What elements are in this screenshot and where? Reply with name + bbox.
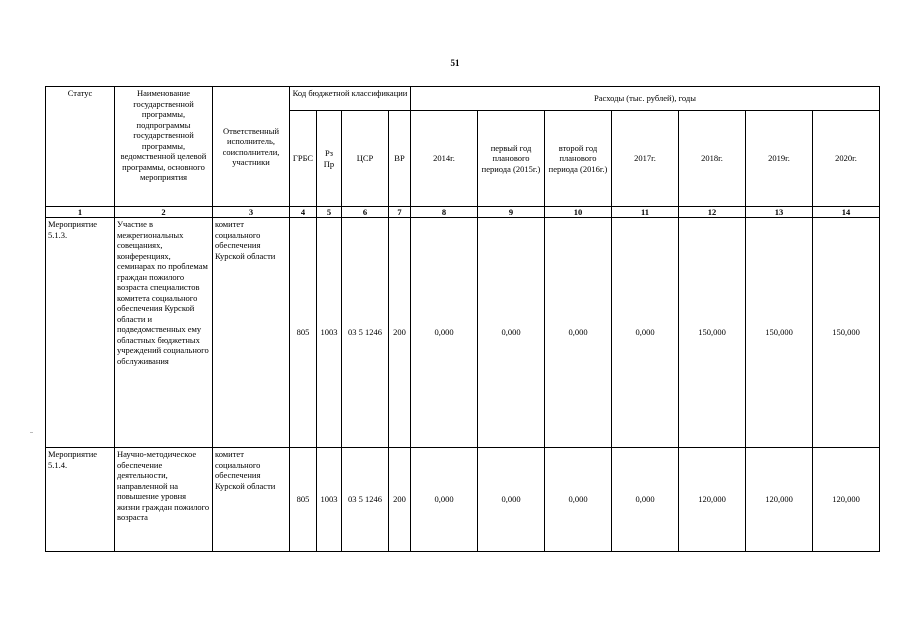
column-number: 8 xyxy=(411,207,478,218)
column-number: 3 xyxy=(213,207,290,218)
row-responsible: комитет социального обеспечения Курской области xyxy=(213,218,290,448)
column-number: 13 xyxy=(746,207,813,218)
row-name: Участие в межрегиональных совещаниях, конференциях, семинарах по проблемам граждан пожилого возраста специалистов комитета социального обеспечения Курской области и подведомственных ему областных бюджетных учреждений социального обслуживания xyxy=(115,218,213,448)
header-status: Статус xyxy=(46,87,115,207)
row-value-2017: 0,000 xyxy=(612,218,679,448)
scan-artifact xyxy=(30,432,33,433)
header-responsible: Ответственный исполнитель, соисполнители, участники xyxy=(213,87,290,207)
header-2015: первый год планового периода (2015г.) xyxy=(478,111,545,207)
header-name: Наименование государственной программы, подпрограммы государственной программы, ведомственной целевой программы, основного мероприятия xyxy=(115,87,213,207)
row-status: Мероприятие 5.1.4. xyxy=(46,448,115,552)
row-value-2020: 120,000 xyxy=(813,448,880,552)
column-number: 11 xyxy=(612,207,679,218)
row-value-2019: 150,000 xyxy=(746,218,813,448)
row-value-2019: 120,000 xyxy=(746,448,813,552)
row-rzpr: 1003 xyxy=(317,218,342,448)
header-2014: 2014г. xyxy=(411,111,478,207)
row-csr: 03 5 1246 xyxy=(342,218,389,448)
row-grbs: 805 xyxy=(290,218,317,448)
column-number: 1 xyxy=(46,207,115,218)
column-number: 5 xyxy=(317,207,342,218)
row-value-2018: 150,000 xyxy=(679,218,746,448)
row-name: Научно-методическое обеспечение деятельности, направленной на повышение уровня жизни граждан пожилого возраста xyxy=(115,448,213,552)
column-number: 9 xyxy=(478,207,545,218)
row-value-2014: 0,000 xyxy=(411,218,478,448)
column-number: 14 xyxy=(813,207,880,218)
row-value-2020: 150,000 xyxy=(813,218,880,448)
header-2017: 2017г. xyxy=(612,111,679,207)
column-number: 10 xyxy=(545,207,612,218)
column-number: 2 xyxy=(115,207,213,218)
row-value-2017: 0,000 xyxy=(612,448,679,552)
column-number: 7 xyxy=(389,207,411,218)
header-2018: 2018г. xyxy=(679,111,746,207)
table-row xyxy=(46,218,880,448)
row-status: Мероприятие 5.1.3. xyxy=(46,218,115,448)
header-csr: ЦСР xyxy=(342,111,389,207)
row-rzpr: 1003 xyxy=(317,448,342,552)
row-vr: 200 xyxy=(389,448,411,552)
row-value-2015: 0,000 xyxy=(478,448,545,552)
row-grbs: 805 xyxy=(290,448,317,552)
header-budget-code: Код бюджетной классификации xyxy=(290,87,411,111)
header-2019: 2019г. xyxy=(746,111,813,207)
column-number: 12 xyxy=(679,207,746,218)
column-number: 6 xyxy=(342,207,389,218)
row-value-2016: 0,000 xyxy=(545,448,612,552)
row-vr: 200 xyxy=(389,218,411,448)
header-2016: второй год планового периода (2016г.) xyxy=(545,111,612,207)
row-responsible: комитет социального обеспечения Курской области xyxy=(213,448,290,552)
column-number: 4 xyxy=(290,207,317,218)
header-grbs: ГРБС xyxy=(290,111,317,207)
budget-table xyxy=(45,86,880,552)
header-expenses: Расходы (тыс. рублей), годы xyxy=(411,87,880,111)
table-row xyxy=(46,448,880,552)
row-value-2014: 0,000 xyxy=(411,448,478,552)
header-vr: ВР xyxy=(389,111,411,207)
row-value-2015: 0,000 xyxy=(478,218,545,448)
header-2020: 2020г. xyxy=(813,111,880,207)
row-csr: 03 5 1246 xyxy=(342,448,389,552)
page-number: 51 xyxy=(450,58,460,68)
row-value-2016: 0,000 xyxy=(545,218,612,448)
row-value-2018: 120,000 xyxy=(679,448,746,552)
header-rzpr: Рз Пр xyxy=(317,111,342,207)
